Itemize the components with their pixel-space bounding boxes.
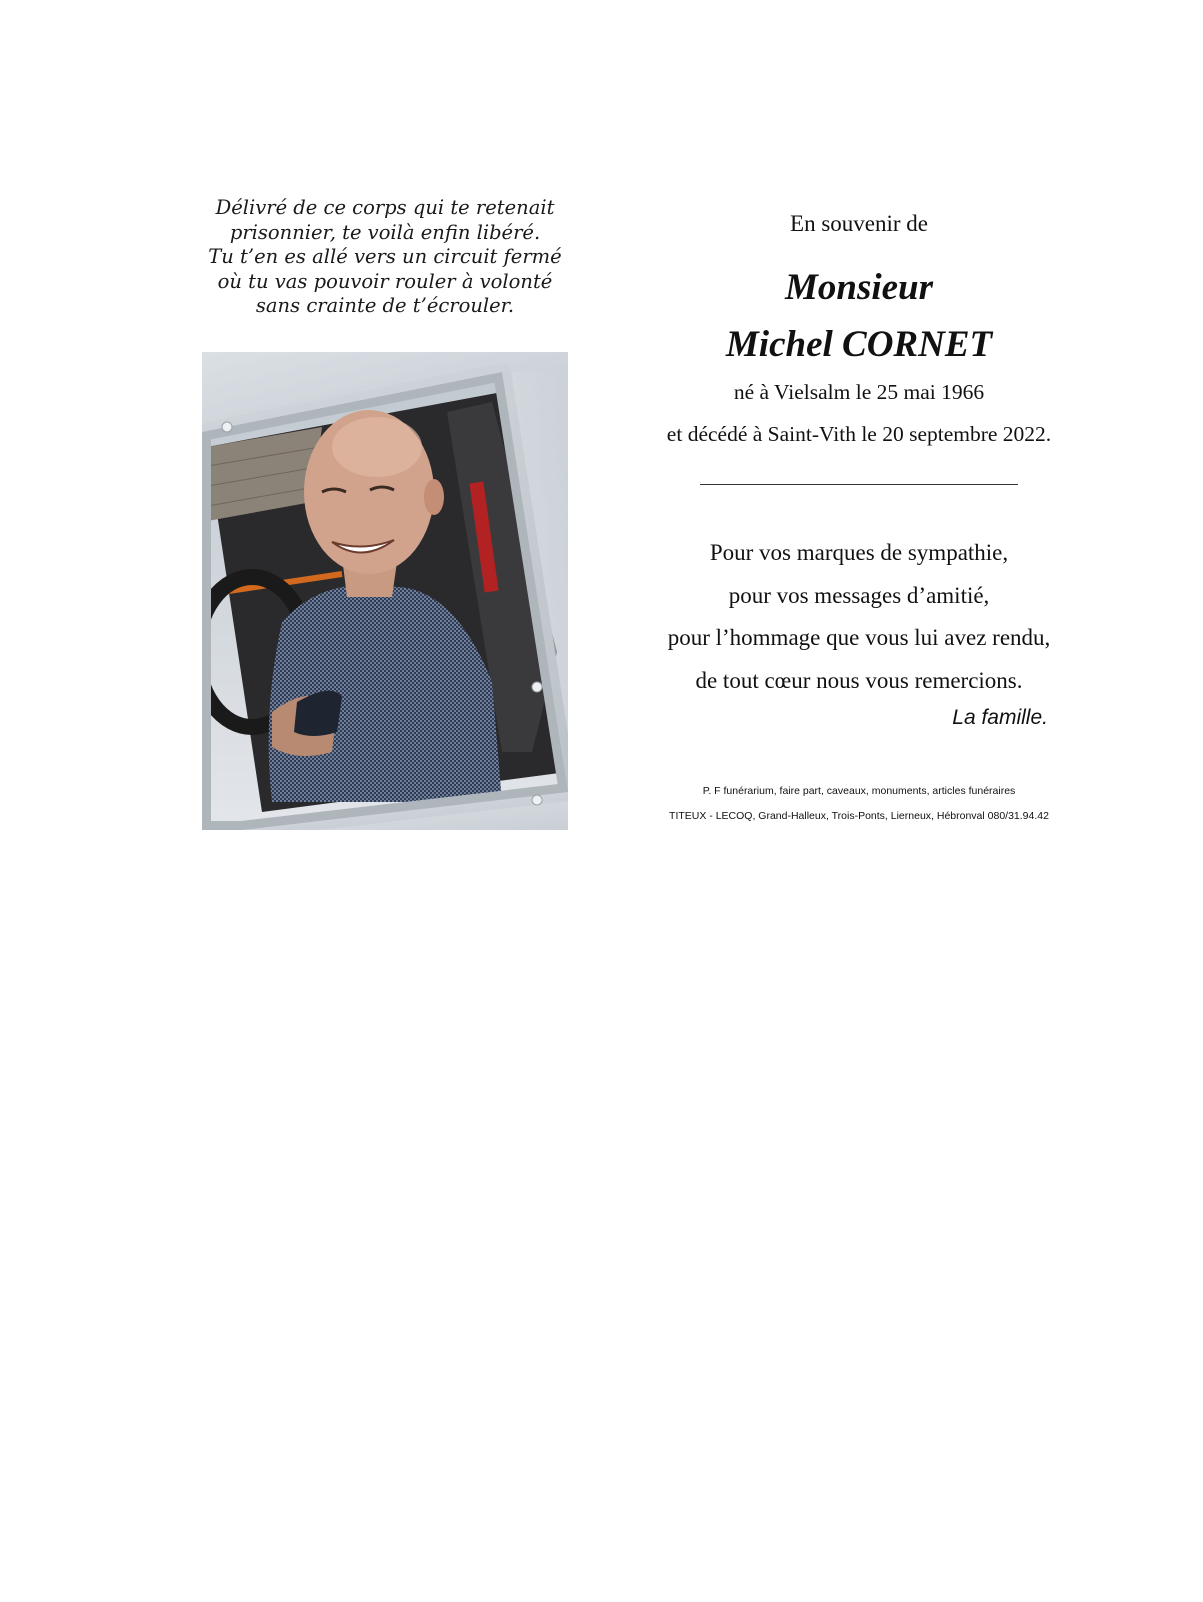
poem-line: où tu vas pouvoir rouler à volonté — [217, 269, 553, 293]
separator-line — [700, 484, 1018, 485]
poem-line: Délivré de ce corps qui te retenait — [215, 196, 555, 219]
poem-line: sans crainte de t’écrouler. — [255, 294, 515, 317]
honorific: Monsieur — [784, 267, 934, 308]
portrait-photo — [202, 352, 568, 830]
birth-info: né à Vielsalm le 25 mai 1966 — [733, 380, 985, 404]
portrait-illustration — [202, 352, 568, 830]
thanks-message — [630, 532, 1088, 702]
thanks-line: de tout cœur nous vous remercions. — [695, 667, 1023, 693]
poem-line: prisonnier, te voilà enfin libéré. — [229, 220, 541, 244]
thanks-line: pour vos messages d’amitié, — [728, 582, 990, 608]
funeral-home-services: P. F funérarium, faire part, caveaux, monuments, articles funéraires — [702, 785, 1016, 797]
family-signature: La famille. — [952, 706, 1048, 729]
deceased-name: Michel CORNET — [725, 324, 993, 365]
thanks-line: Pour vos marques de sympathie, — [709, 540, 1009, 565]
poem — [200, 196, 570, 319]
thanks-line: pour l’hommage que vous lui avez rendu, — [667, 625, 1051, 650]
funeral-home-contact: TITEUX - LECOQ, Grand-Halleux, Trois-Ponts, Lierneux, Hébronval 080/31.94.42 — [669, 810, 1049, 822]
death-info: et décédé à Saint-Vith le 20 septembre 2022. — [666, 422, 1052, 446]
poem-line: Tu t’en es allé vers un circuit fermé — [208, 245, 562, 268]
intro-text: En souvenir de — [790, 211, 928, 236]
